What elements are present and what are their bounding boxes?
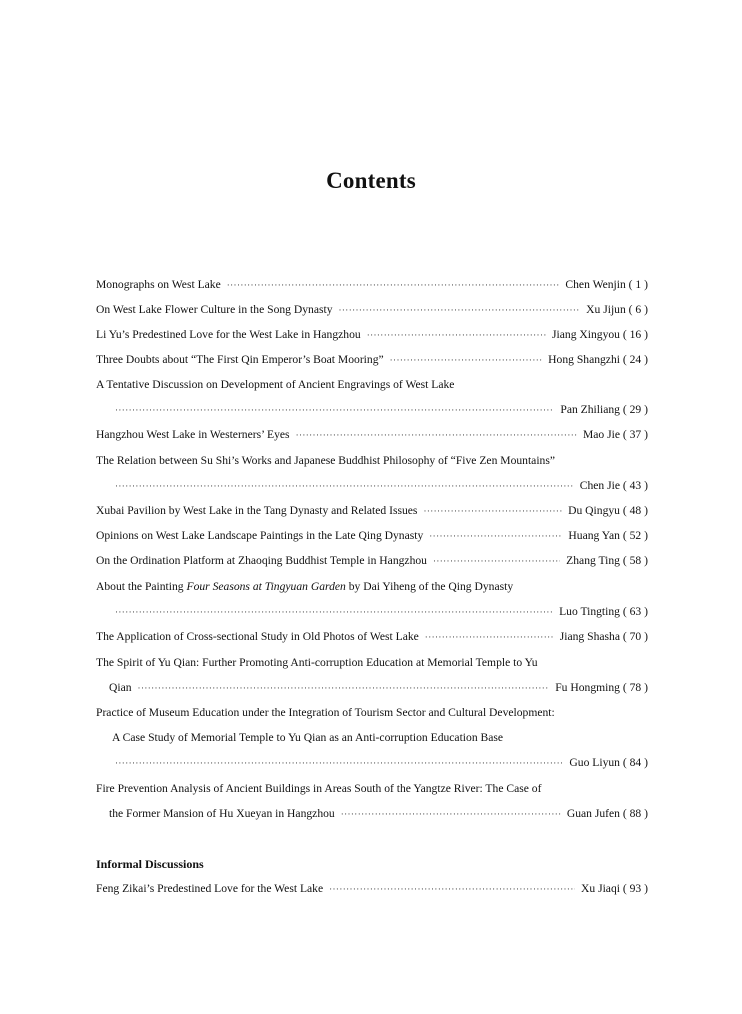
toc-entry-title: The Relation between Su Shi’s Works and Japanese Buddhist Philosophy of “Five Zen Mountains”	[96, 454, 556, 467]
toc-entry-author: Xu Jijun	[586, 303, 626, 316]
painting-title: Four Seasons at Tingyuan Garden	[186, 580, 346, 593]
toc-entry[interactable]	[96, 780, 648, 798]
toc-entry-author: Hong Shangzhi	[548, 353, 620, 366]
toc-entry[interactable]	[96, 301, 648, 319]
toc-entry-author: Pan Zhiliang	[560, 403, 620, 416]
toc-entry-title: The Application of Cross-sectional Study in Old Photos of West Lake	[96, 630, 419, 643]
toc-entry-continuation	[112, 729, 648, 747]
toc-entry-page: ( 93 )	[622, 882, 648, 895]
toc-entry-author: Guo Liyun	[569, 756, 620, 769]
toc-entry-continuation	[109, 477, 648, 495]
toc-entry-continuation	[109, 805, 648, 823]
toc-entry-title: On West Lake Flower Culture in the Song Dynasty	[96, 303, 333, 316]
toc-entry-page: ( 63 )	[622, 605, 648, 618]
toc-entry-page: ( 24 )	[622, 353, 648, 366]
toc-entry[interactable]	[96, 628, 648, 646]
toc-entry-title: Xubai Pavilion by West Lake in the Tang Dynasty and Related Issues	[96, 504, 418, 517]
toc-entry-author: Jiang Xingyou	[552, 328, 620, 341]
page-title: Contents	[326, 168, 416, 193]
toc-entry[interactable]	[96, 326, 648, 344]
toc-entry-page: ( 52 )	[622, 529, 648, 542]
toc-entry[interactable]	[96, 552, 648, 570]
toc-entry-author: Fu Hongming	[555, 681, 620, 694]
leader-dots	[425, 628, 554, 646]
toc-entry-continuation	[109, 401, 648, 419]
leader-dots	[115, 477, 574, 495]
toc-entry-author: Du Qingyu	[568, 504, 620, 517]
toc-entry-title: Li Yu’s Predestined Love for the West Lake in Hangzhou	[96, 328, 361, 341]
leader-dots	[138, 679, 550, 697]
leader-dots	[115, 603, 553, 621]
toc-entry-title: A Tentative Discussion on Development of Ancient Engravings of West Lake	[96, 378, 455, 391]
toc-entry-continuation	[109, 679, 648, 697]
leader-dots	[115, 401, 554, 419]
toc-entry[interactable]	[96, 654, 648, 672]
toc-entry-page: ( 43 )	[622, 479, 648, 492]
toc-entry-page: ( 70 )	[622, 630, 648, 643]
toc-entry[interactable]	[96, 880, 648, 898]
toc-entry-author: Guan Jufen	[566, 807, 620, 820]
leader-dots	[227, 276, 560, 294]
toc-entry[interactable]	[96, 452, 648, 470]
leader-dots	[339, 301, 581, 319]
toc-entry-continuation	[109, 754, 648, 772]
toc-entry-author: Xu Jiaqi	[581, 882, 620, 895]
toc-entry-page: ( 78 )	[622, 681, 648, 694]
toc-entry-title: Monographs on West Lake	[96, 278, 221, 291]
toc-entry-page: ( 58 )	[622, 554, 648, 567]
toc-entry-title: Opinions on West Lake Landscape Paintings in the Late Qing Dynasty	[96, 529, 424, 542]
section-heading: Informal Discussions	[96, 857, 204, 871]
leader-dots	[296, 426, 577, 444]
toc-entry-page: ( 16 )	[622, 328, 648, 341]
toc-entry-title: Hangzhou West Lake in Westerners’ Eyes	[96, 428, 290, 441]
toc-entry-author: Jiang Shasha	[559, 630, 620, 643]
leader-dots	[329, 880, 575, 898]
toc-entry[interactable]	[96, 578, 648, 596]
toc-entry-page: ( 37 )	[622, 428, 648, 441]
toc-entry-page: ( 29 )	[622, 403, 648, 416]
toc-entry[interactable]	[96, 704, 648, 722]
toc-entry-author: Luo Tingting	[559, 605, 620, 618]
toc-entry[interactable]	[96, 276, 648, 294]
toc-entry-continuation	[109, 603, 648, 621]
toc-entry[interactable]	[96, 502, 648, 520]
toc-entry[interactable]	[96, 351, 648, 369]
toc-entry-title: On the Ordination Platform at Zhaoqing Buddhist Temple in Hangzhou	[96, 554, 427, 567]
toc-entry-title-cont: A Case Study of Memorial Temple to Yu Qian as an Anti-corruption Education Base	[112, 731, 504, 744]
toc-entry-author: Zhang Ting	[566, 554, 620, 567]
toc-entry-title: Three Doubts about “The First Qin Emperor’s Boat Mooring”	[96, 353, 384, 366]
toc-entry-title: Practice of Museum Education under the Integration of Tourism Sector and Cultural Development:	[96, 706, 555, 719]
toc-entry[interactable]	[96, 426, 648, 444]
toc-entry-page: ( 84 )	[622, 756, 648, 769]
toc-entry-title: Feng Zikai’s Predestined Love for the West Lake	[96, 882, 324, 895]
leader-dots	[433, 552, 560, 570]
toc-entry-title: The Spirit of Yu Qian: Further Promoting Anti-corruption Education at Memorial Temple to Yu	[96, 656, 538, 669]
leader-dots	[367, 326, 546, 344]
toc-entry[interactable]	[96, 527, 648, 545]
toc-entry-author: Huang Yan	[568, 529, 620, 542]
toc-entry-page: ( 88 )	[622, 807, 648, 820]
toc-entry-title-cont: the Former Mansion of Hu Xueyan in Hangzhou	[109, 807, 335, 820]
toc-entry-author: Chen Jie	[579, 479, 620, 492]
leader-dots	[115, 754, 563, 772]
toc-entry-title: About the Painting Four Seasons at Tingyuan Garden by Dai Yiheng of the Qing Dynasty	[96, 580, 514, 593]
toc-entry-page: ( 48 )	[622, 504, 648, 517]
toc-entry-author: Chen Wenjin	[565, 278, 626, 291]
toc-entry-page: ( 1 )	[628, 278, 648, 291]
leader-dots	[390, 351, 543, 369]
toc-entry-title-cont: Qian	[109, 681, 132, 694]
toc-entry-page: ( 6 )	[628, 303, 648, 316]
toc-entry[interactable]	[96, 376, 648, 394]
toc-entry-author: Mao Jie	[582, 428, 620, 441]
leader-dots	[341, 805, 561, 823]
leader-dots	[423, 502, 562, 520]
leader-dots	[429, 527, 562, 545]
toc-entry-title: Fire Prevention Analysis of Ancient Buildings in Areas South of the Yangtze River: The Case of	[96, 782, 542, 795]
